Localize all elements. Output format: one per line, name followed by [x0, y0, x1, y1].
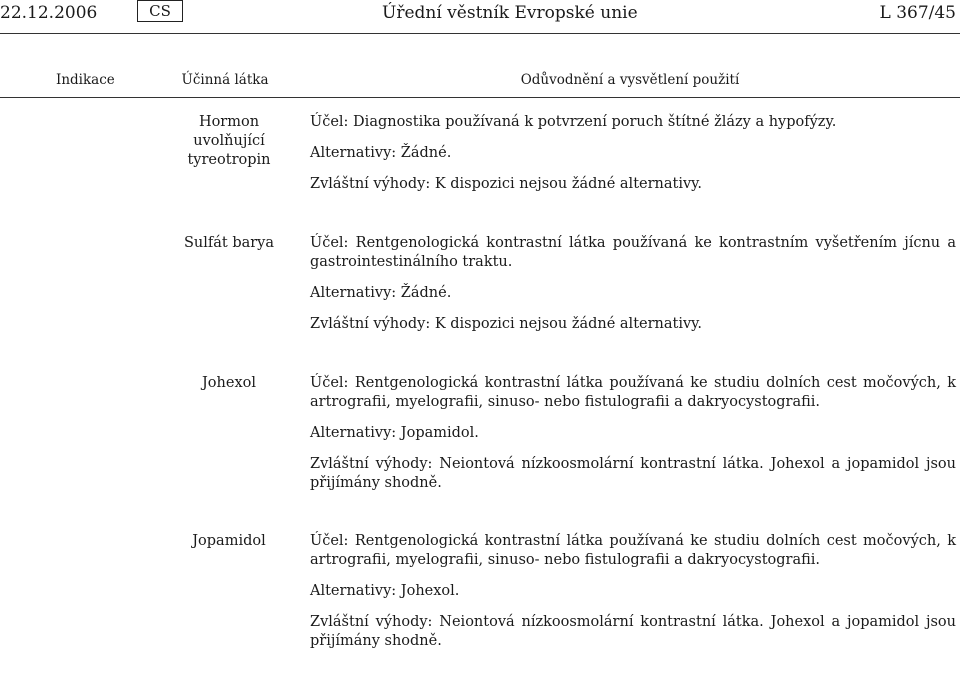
purpose-text: Účel: Diagnostika používaná k potvrzení poruch štítné žlázy a hypofýzy. — [310, 114, 837, 130]
benefits-text: Zvláštní výhody: Neiontová nízkoosmolární kontrastní látka. Johexol a jopamidol jsou přijímány shodně. — [310, 456, 956, 491]
alternatives-text: Alternativy: Johexol. — [310, 583, 460, 599]
journal-title: Úřední věstník Evropské unie — [382, 3, 638, 23]
benefits-text: Zvláštní výhody: K dispozici nejsou žádné alternativy. — [310, 176, 703, 192]
purpose-text: Účel: Rentgenologická kontrastní látka používaná ke studiu dolních cest močových, k artrografii, myelografii, sinuso- nebo fistulografii a dakryocystografii. — [310, 375, 956, 410]
column-header-rationale: Odůvodnění a vysvětlení použití — [520, 72, 740, 88]
header-divider — [0, 33, 960, 34]
rationale-cell — [310, 234, 956, 334]
purpose-text: Účel: Rentgenologická kontrastní látka používaná ke studiu dolních cest močových, k artrografii, myelografii, sinuso- nebo fistulografii a dakryocystografii. — [310, 533, 956, 568]
alternatives-text: Alternativy: Jopamidol. — [310, 425, 479, 441]
page-header — [0, 0, 960, 30]
substance-cell: Jopamidol — [192, 533, 266, 549]
rationale-cell — [310, 113, 956, 194]
publication-date: 22.12.2006 — [0, 3, 98, 23]
benefits-text: Zvláštní výhody: Neiontová nízkoosmolární kontrastní látka. Johexol a jopamidol jsou přijímány shodně. — [310, 614, 956, 649]
substance-cell: Hormon uvolňující tyreotropin — [187, 114, 271, 168]
rationale-cell — [310, 532, 956, 651]
substance-cell: Sulfát barya — [183, 235, 275, 251]
purpose-text: Účel: Rentgenologická kontrastní látka používaná ke kontrastním vyšetřením jícnu a gastrointestinálního traktu. — [310, 235, 956, 270]
table-header-divider — [0, 97, 960, 98]
benefits-text: Zvláštní výhody: K dispozici nejsou žádné alternativy. — [310, 316, 703, 332]
rationale-cell — [310, 374, 956, 493]
language-badge: CS — [137, 0, 183, 22]
alternatives-text: Alternativy: Žádné. — [310, 285, 452, 301]
page-number: L 367/45 — [879, 3, 956, 23]
column-header-indication: Indikace — [56, 72, 115, 88]
substance-cell: Johexol — [201, 375, 256, 391]
column-header-substance: Účinná látka — [181, 72, 269, 88]
alternatives-text: Alternativy: Žádné. — [310, 145, 452, 161]
